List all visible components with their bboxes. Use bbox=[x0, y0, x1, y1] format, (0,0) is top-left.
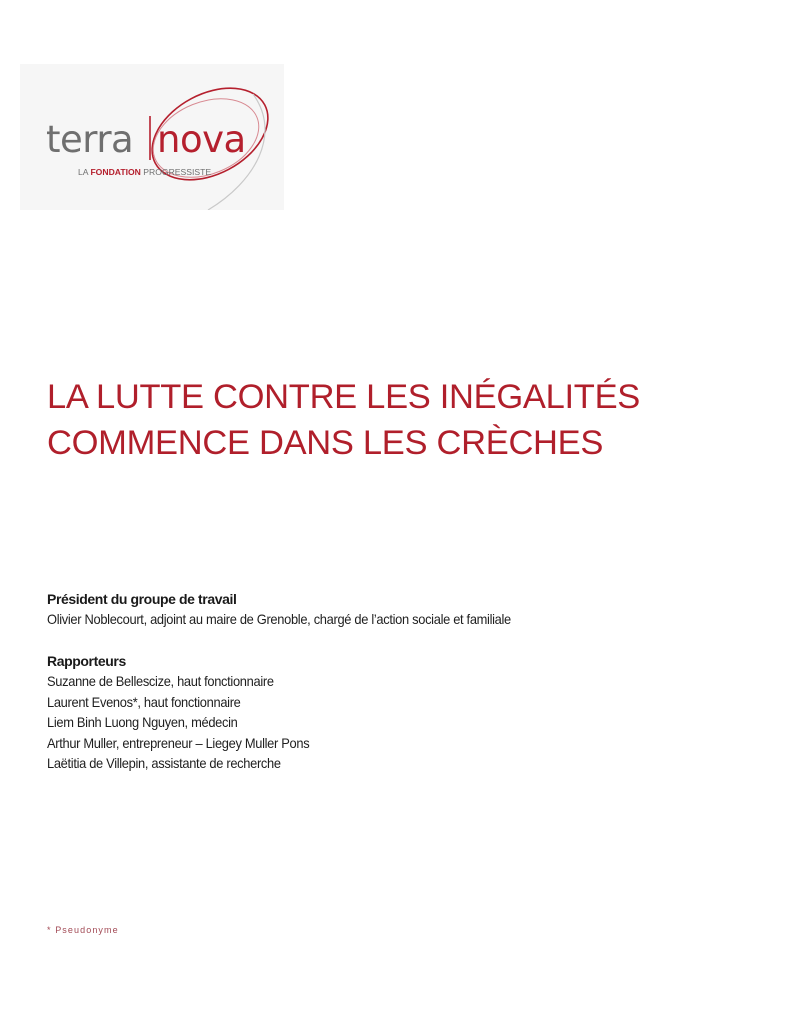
president-name: Olivier Noblecourt, adjoint au maire de Grenoble, chargé de l’action sociale et familiale bbox=[47, 611, 511, 627]
logo-tagline: LA FONDATION PROGRESSISTE bbox=[78, 167, 212, 177]
president-section bbox=[47, 589, 767, 630]
document-title bbox=[47, 374, 767, 466]
footnote: * Pseudonyme bbox=[47, 925, 119, 935]
title-line-2: COMMENCE DANS LES CRÈCHES bbox=[47, 424, 604, 462]
rapporteurs-label: Rapporteurs bbox=[47, 653, 126, 669]
rapporteur-item: Arthur Muller, entrepreneur – Liegey Muller Pons bbox=[47, 734, 310, 751]
title-line-1: LA LUTTE CONTRE LES INÉGALITÉS bbox=[47, 378, 640, 416]
logo-graphic bbox=[20, 64, 284, 210]
rapporteur-item: Liem Binh Luong Nguyen, médecin bbox=[47, 714, 238, 730]
rapporteur-item: Laëtitia de Villepin, assistante de recherche bbox=[47, 755, 281, 771]
logo-word-terra: terra bbox=[46, 118, 134, 161]
president-label: Président du groupe de travail bbox=[47, 591, 237, 607]
terra-nova-logo bbox=[20, 64, 284, 210]
rapporteur-item: Suzanne de Bellescize, haut fonctionnaire bbox=[47, 673, 274, 689]
rapporteurs-section bbox=[47, 651, 767, 774]
logo-word-nova: nova bbox=[157, 118, 246, 161]
rapporteur-item: Laurent Evenos*, haut fonctionnaire bbox=[47, 693, 241, 710]
